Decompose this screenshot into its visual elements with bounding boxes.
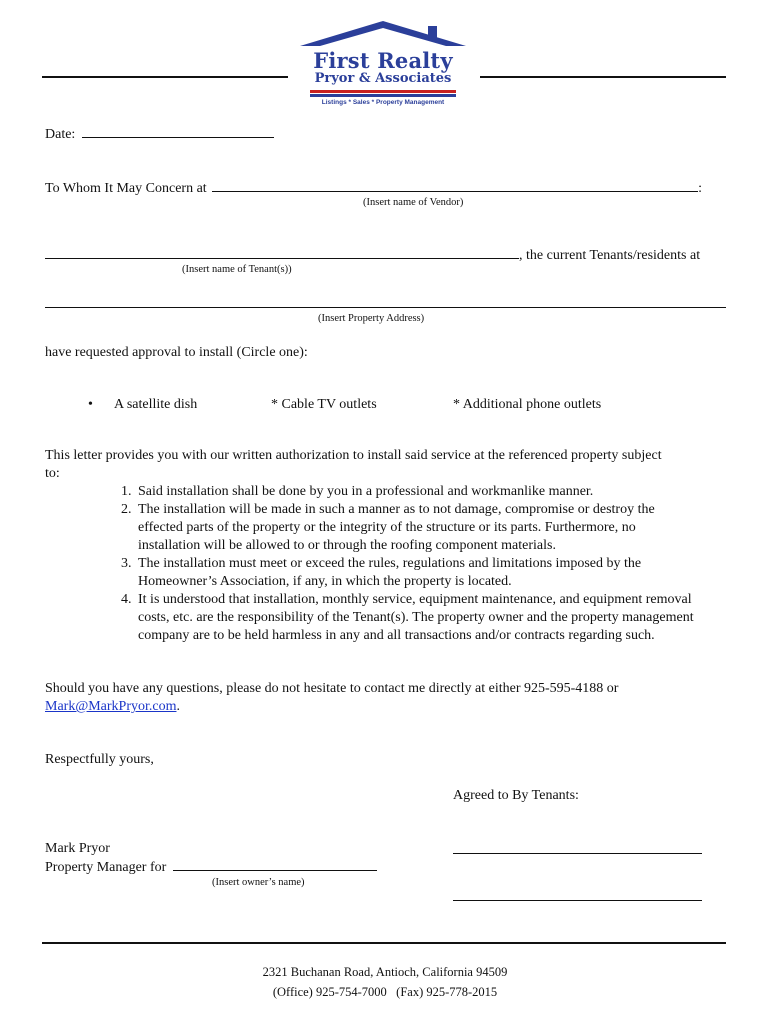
intro-line-2: to: bbox=[45, 466, 60, 481]
condition-item: 3. The installation must meet or exceed the rules, regulations and limitations imposed by the Homeowner’s Association, if any, in which the property is located. bbox=[135, 555, 698, 591]
logo-blue-bar bbox=[310, 94, 456, 97]
conditions-list bbox=[92, 483, 770, 645]
option-label: A satellite dish bbox=[114, 397, 198, 412]
to-whom-label: To Whom It May Concern at bbox=[45, 181, 207, 196]
email-link[interactable]: Mark@MarkPryor.com bbox=[45, 699, 177, 714]
condition-item: 4. It is understood that installation, monthly service, equipment maintenance, and equipment removal costs, etc. are the responsibility of the Tenant(s). The property owner and the property management company are to be held harmless in any and all transactions and/or contracts regarding such. bbox=[135, 591, 718, 645]
option-cable-tv[interactable]: * Cable TV outlets bbox=[271, 397, 377, 412]
contact-period: . bbox=[176, 699, 180, 714]
intro-line-1: This letter provides you with our written authorization to install said service at the referenced property subject bbox=[45, 448, 662, 463]
signer-title-row bbox=[45, 858, 377, 877]
footer-phones: (Office) 925-754-7000 (Fax) 925-778-2015 bbox=[272, 985, 498, 999]
date-field[interactable] bbox=[82, 125, 274, 138]
tenant-signature-line-1[interactable] bbox=[453, 853, 702, 854]
vendor-hint: (Insert name of Vendor) bbox=[363, 197, 464, 208]
signer-title: Property Manager for bbox=[45, 860, 167, 875]
company-logo bbox=[298, 20, 468, 112]
tenant-signature-line-2[interactable] bbox=[453, 900, 702, 901]
date-label: Date: bbox=[45, 127, 76, 142]
house-roof-icon bbox=[298, 20, 468, 50]
property-address-field[interactable] bbox=[45, 307, 726, 308]
tenants-row bbox=[45, 246, 700, 265]
tenant-hint: (Insert name of Tenant(s)) bbox=[182, 264, 292, 275]
to-whom-colon: : bbox=[698, 181, 703, 196]
logo-red-bar bbox=[310, 90, 456, 93]
header-rule-left bbox=[42, 76, 288, 78]
vendor-name-field[interactable] bbox=[212, 179, 698, 192]
header-rule-right bbox=[480, 76, 726, 78]
logo-name: First Realty bbox=[313, 48, 453, 73]
date-row bbox=[45, 125, 274, 144]
request-line: have requested approval to install (Circle one): bbox=[45, 345, 308, 360]
tenant-name-field[interactable] bbox=[45, 246, 519, 259]
option-phone-outlets[interactable]: * Additional phone outlets bbox=[453, 397, 602, 412]
contact-line-2 bbox=[45, 698, 180, 716]
signer-name: Mark Pryor bbox=[45, 841, 110, 856]
address-hint: (Insert Property Address) bbox=[318, 313, 425, 324]
agreed-label: Agreed to By Tenants: bbox=[453, 788, 579, 803]
to-whom-row bbox=[45, 179, 702, 198]
condition-item: 2. The installation will be made in such a manner as to not damage, compromise or destroy the effected parts of the property or the integrity of the structure or its parts. Furthermore, no installation will be allowed to or through the roofing component materials. bbox=[135, 501, 698, 555]
option-satellite-dish[interactable] bbox=[88, 396, 197, 414]
footer-rule bbox=[42, 942, 726, 944]
bullet-icon: • bbox=[88, 397, 93, 412]
closing: Respectfully yours, bbox=[45, 752, 154, 767]
logo-tagline: Listings * Sales * Property Management bbox=[321, 99, 445, 106]
contact-line-1: Should you have any questions, please do not hesitate to contact me directly at either 925-595-4188 or bbox=[45, 681, 619, 696]
footer-address: 2321 Buchanan Road, Antioch, California 94509 bbox=[262, 965, 508, 979]
tenants-suffix: , the current Tenants/residents at bbox=[519, 248, 701, 263]
owner-hint: (Insert owner’s name) bbox=[212, 877, 305, 888]
owner-name-field[interactable] bbox=[173, 858, 377, 871]
logo-subtitle: Pryor & Associates bbox=[314, 71, 452, 86]
condition-item: 1. Said installation shall be done by you in a professional and workmanlike manner. bbox=[135, 483, 770, 501]
